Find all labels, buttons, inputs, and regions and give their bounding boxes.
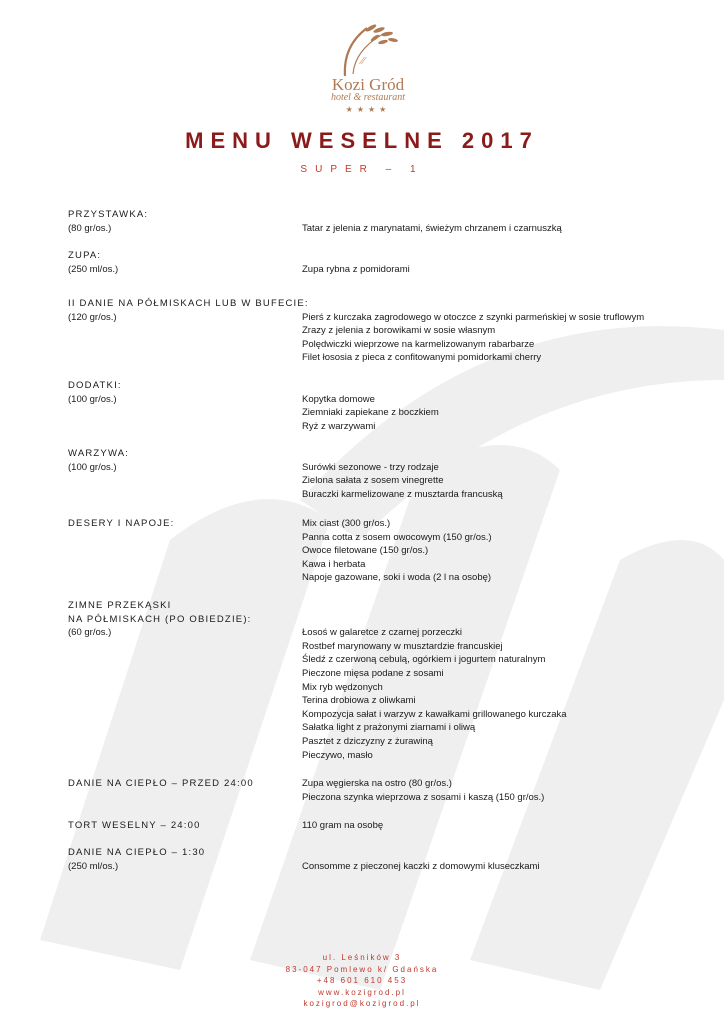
menu-item: Kawa i herbata bbox=[302, 558, 366, 570]
footer-email[interactable]: kozigrod@kozigrod.pl bbox=[303, 999, 421, 1008]
menu-section bbox=[68, 599, 708, 761]
section-heading bbox=[68, 379, 708, 393]
section-heading-line: PRZYSTAWKA: bbox=[68, 209, 149, 220]
menu-item: Śledź z czerwoną cebulą, ogórkiem i jogurtem naturalnym bbox=[302, 654, 546, 666]
section-items bbox=[302, 461, 722, 502]
footer-phone: +48 601 610 453 bbox=[316, 976, 408, 985]
menu-item: Tatar z jelenia z marynatami, świeżym chrzanem i czarnuszką bbox=[302, 222, 562, 234]
section-heading: DESERY I NAPOJE: bbox=[68, 518, 175, 529]
section-items bbox=[302, 777, 722, 804]
menu-item: Pasztet z dziczyzny z żurawiną bbox=[302, 735, 433, 747]
menu-item: Pierś z kurczaka zagrodowego w otoczce z szynki parmeńskiej w sosie truflowym bbox=[302, 311, 645, 323]
section-portion: (120 gr/os.) bbox=[68, 311, 117, 323]
section-portion: (100 gr/os.) bbox=[68, 461, 117, 473]
section-heading-line: WARZYWA: bbox=[68, 448, 130, 459]
menu-item: Kopytka domowe bbox=[302, 393, 375, 405]
menu-item: Surówki sezonowe - trzy rodzaje bbox=[302, 461, 439, 473]
section-heading bbox=[68, 846, 708, 860]
section-heading bbox=[68, 208, 708, 222]
contact-footer bbox=[0, 952, 724, 1010]
menu-item: Mix ryb wędzonych bbox=[302, 681, 383, 693]
section-heading bbox=[68, 599, 708, 626]
menu-item: Consomme z pieczonej kaczki z domowymi kluseczkami bbox=[302, 860, 540, 872]
logo-tagline: hotel & restaurant bbox=[330, 92, 406, 103]
menu-section bbox=[68, 297, 708, 364]
section-portion: (250 ml/os.) bbox=[68, 263, 119, 275]
svg-text:⁄⁄: ⁄⁄ bbox=[361, 55, 365, 67]
section-items bbox=[302, 626, 722, 762]
menu-item: Łosoś w galaretce z czarnej porzeczki bbox=[302, 627, 462, 639]
menu-item: Zrazy z jelenia z borowikami w sosie własnym bbox=[302, 325, 496, 337]
menu-item: Zielona sałata z sosem vinegrette bbox=[302, 475, 444, 487]
section-items bbox=[302, 222, 722, 236]
section-heading-line: DANIE NA CIEPŁO – 1:30 bbox=[68, 847, 206, 858]
section-items bbox=[302, 819, 722, 833]
menu-item: Zupa rybna z pomidorami bbox=[302, 263, 410, 275]
menu-section bbox=[68, 208, 708, 234]
menu-item: Kompozycja sałat i warzyw z kawałkami grillowanego kurczaka bbox=[302, 708, 567, 720]
menu-section bbox=[68, 249, 708, 275]
menu-item: Pieczona szynka wieprzowa z sosami i kaszą (150 gr/os.) bbox=[302, 791, 545, 803]
menu-item: Owoce filetowane (150 gr/os.) bbox=[302, 545, 429, 557]
menu-section bbox=[68, 447, 708, 500]
hotel-logo bbox=[318, 20, 418, 114]
logo-stars: ★★★★ bbox=[345, 105, 391, 114]
section-items bbox=[302, 860, 722, 874]
page-title: MENU WESELNE 2017 bbox=[185, 128, 539, 153]
section-heading bbox=[68, 249, 708, 263]
section-heading: TORT WESELNY – 24:00 bbox=[68, 820, 201, 831]
section-items bbox=[302, 311, 722, 365]
page-subtitle: SUPER – 1 bbox=[300, 164, 424, 175]
section-heading-line: NA PÓŁMISKACH (PO OBIEDZIE): bbox=[68, 613, 252, 625]
section-portion: (60 gr/os.) bbox=[68, 627, 112, 639]
menu-item: Rostbef marynowany w musztardzie francuskiej bbox=[302, 640, 503, 652]
wheat-logo-icon bbox=[333, 20, 403, 78]
menu-item: Sałatka light z prażonymi ziarnami i oliwą bbox=[302, 722, 476, 734]
section-items bbox=[302, 393, 722, 434]
menu-item: Panna cotta z sosem owocowym (150 gr/os.) bbox=[302, 531, 492, 543]
menu-item: Ryż z warzywami bbox=[302, 420, 376, 432]
section-portion: (250 ml/os.) bbox=[68, 860, 119, 872]
section-portion: (80 gr/os.) bbox=[68, 222, 112, 234]
menu-item: 110 gram na osobę bbox=[302, 820, 384, 831]
footer-city: 83-047 Pomlewo k/ Gdańska bbox=[285, 964, 439, 974]
section-heading bbox=[68, 447, 708, 461]
menu-item: Ziemniaki zapiekane z boczkiem bbox=[302, 407, 439, 419]
menu-item: Terina drobiowa z oliwkami bbox=[302, 695, 416, 707]
menu-item: Mix ciast (300 gr/os.) bbox=[302, 518, 391, 529]
section-items bbox=[302, 517, 722, 585]
menu-item: Filet łososia z pieca z confitowanymi pomidorkami cherry bbox=[302, 352, 542, 364]
menu-item: Pieczone mięsa podane z sosami bbox=[302, 667, 444, 679]
section-items bbox=[302, 263, 722, 277]
footer-address: ul. Leśników 3 bbox=[322, 953, 402, 962]
menu-item: Polędwiczki wieprzowe na karmelizowanym rabarbarze bbox=[302, 338, 535, 350]
section-portion: (100 gr/os.) bbox=[68, 393, 117, 405]
section-heading: DANIE NA CIEPŁO – PRZED 24:00 bbox=[68, 778, 254, 789]
menu-section bbox=[68, 379, 708, 432]
menu-item: Napoje gazowane, soki i woda (2 l na osobę) bbox=[302, 572, 492, 584]
section-heading-line: DODATKI: bbox=[68, 380, 122, 391]
menu-item: Pieczywo, masło bbox=[302, 749, 373, 761]
menu-section bbox=[68, 846, 708, 872]
section-heading bbox=[68, 297, 708, 311]
menu-item: Buraczki karmelizowane z musztarda francuską bbox=[302, 488, 503, 500]
logo-name: Kozi Gród bbox=[331, 75, 405, 94]
footer-website[interactable]: www.kozigrod.pl bbox=[318, 987, 406, 997]
section-heading-line: ZIMNE PRZEKĄSKI bbox=[68, 600, 172, 611]
section-heading-line: ZUPA: bbox=[68, 250, 102, 261]
menu-item: Zupa węgierska na ostro (80 gr/os.) bbox=[302, 778, 452, 789]
section-heading-line: II DANIE NA PÓŁMISKACH LUB W BUFECIE: bbox=[68, 298, 309, 309]
